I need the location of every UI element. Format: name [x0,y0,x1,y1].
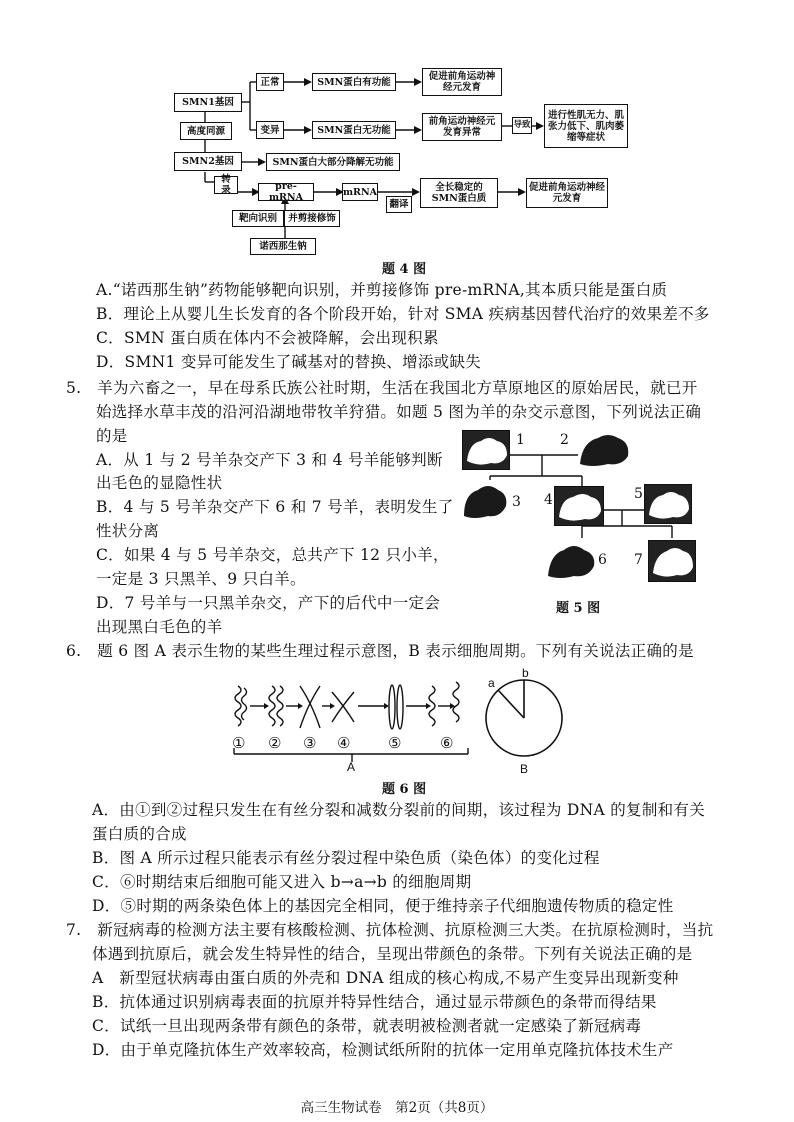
q5-option-d1: D．7 号羊与一只黑羊杂交，产下的后代中一定会 [96,594,441,612]
fig6-stage-3: ③ [303,734,317,752]
page-footer: 高三生物试卷 第2页（共8页） [300,1100,494,1116]
q7-stem-line2: 体遇到抗原后，就会发生特异性的结合，呈现出带颜色的条带。下列有关说法正确的是 [92,945,693,963]
sheep-label-2: 2 [560,432,569,448]
fig6-stage-6: ⑥ [440,734,454,752]
q7-option-c: C．试纸一旦出现两条带有颜色的条带，就表明被检测者就一定感染了新冠病毒 [92,1017,642,1035]
sheep-3-black-image [462,480,508,522]
sheep-5-white-image [644,484,692,524]
q5-option-b1: B．4 与 5 号羊杂交产下 6 和 7 号羊，表明发生了 [96,498,454,516]
sheep-label-4: 4 [544,492,553,508]
sheep-label-6: 6 [598,552,607,568]
fig4-box-nuoxina: 诺西那生钠 [250,238,316,255]
fig6-label-b-point: b [522,666,529,680]
fig4-box-zhengchang: 正常 [256,73,284,91]
fig6-label-a-diagram: A [347,760,356,774]
q5-option-a2: 出毛色的显隐性状 [96,474,223,492]
fig4-box-zhuanlu: 转录 [214,176,238,194]
fig6-label-a-point: a [488,676,495,690]
q5-option-c2: 一定是 3 只黑羊、9 只白羊。 [96,570,306,588]
fig6-stage-4: ④ [337,734,351,752]
q6-option-a1: A．由①到②过程只发生在有丝分裂和减数分裂前的间期，该过程为 DNA 的复制和有关 [92,801,706,819]
q6-option-c: C．⑥时期结束后细胞可能又进入 b→a→b 的细胞周期 [92,873,472,891]
sheep-6-black-image [546,540,596,582]
fig6-stage-2: ② [268,734,282,752]
sheep-label-1: 1 [516,432,525,448]
sheep-label-5: 5 [634,486,643,502]
white-sheep-icon [463,431,510,470]
q4-option-d: D．SMN1 变异可能发生了碱基对的替换、增添或缺失 [96,353,482,371]
fig4-box-fayu-yichang: 前角运动神经元发育异常 [422,113,502,141]
fig4-box-baxiang: 靶向识别 [232,210,284,227]
q5-option-d2: 出现黑白毛色的羊 [96,618,223,636]
fig4-box-wugongneng: SMN蛋白无功能 [312,121,396,139]
fig4-box-dabufen: SMN蛋白大部分降解无功能 [266,153,400,171]
q6-stem: 6. 题 6 图 A 表示生物的某些生理过程示意图，B 表示细胞周期。下列有关说法正确的是 [66,642,694,660]
sheep-7-white-image [648,540,696,582]
q4-option-c: C．SMN 蛋白质在体内不会被降解，会出现积累 [96,329,439,347]
q5-stem-line2: 始选择水草丰茂的沿河沿湖地带牧羊狩猎。如题 5 图为羊的杂交示意图，下列说法正确 [96,403,702,421]
q7-option-a: A 新型冠状病毒由蛋白质的外壳和 DNA 组成的核心构成,不易产生变异出现新变种 [92,969,679,987]
q4-option-a: A.“诺西那生钠”药物能够靶向识别，并剪接修饰 pre-mRNA,其本质只能是蛋白质 [96,281,668,299]
fig4-box-gaodu: 高度同源 [180,122,232,140]
black-sheep-icon [462,480,508,522]
q5-option-b2: 性状分离 [96,522,160,540]
q6-option-b: B．图 A 所示过程只能表示有丝分裂过程中染色质（染色体）的变化过程 [92,849,600,867]
fig4-box-fanyi: 翻译 [386,196,412,213]
fig5-caption: 题 5 图 [556,601,601,616]
fig4-box-mrna: mRNA [342,183,378,201]
q6-option-d: D．⑤时期的两条染色体上的基因完全相同，便于维持亲子代细胞遗传物质的稳定性 [92,897,674,915]
sheep-2-black-image [578,430,630,470]
fig4-box-zhengzhuang: 进行性肌无力、肌张力低下、肌肉萎缩等症状 [544,104,628,148]
fig4-box-youguneng: SMN蛋白有功能 [312,73,396,91]
white-sheep-icon [649,541,696,582]
fig6-caption: 题 6 图 [382,782,427,797]
q7-option-d: D．由于单克隆抗体生产效率较高，检测试纸所附的抗体一定用单克隆抗体技术生产 [92,1041,674,1059]
fig4-box-smn1: SMN1基因 [174,93,242,112]
q5-option-a1: A．从 1 与 2 号羊杂交产下 3 和 4 号羊能够判断 [96,451,443,469]
white-sheep-icon [645,485,692,524]
sheep-4-white-image [554,486,604,526]
fig4-box-smn2: SMN2基因 [174,152,242,171]
fig4-box-premrna: pre-mRNA [258,183,314,201]
q6-option-a2: 蛋白质的合成 [92,825,187,843]
q5-stem-line3: 的是 [96,427,128,445]
sheep-label-7: 7 [634,552,643,568]
fig4-box-quanchang: 全长稳定的SMN蛋白质 [420,178,498,208]
fig4-box-cujin2: 促进前角运动神经元发育 [526,178,608,208]
q5-stem-line1: 5. 羊为六畜之一，早在母系氏族公社时期，生活在我国北方草原地区的原始居民，就已开 [66,379,698,397]
q5-option-c1: C．如果 4 与 5 号羊杂交，总共产下 12 只小羊， [96,546,449,564]
q7-option-b: B．抗体通过识别病毒表面的抗原并特异性结合，通过显示带颜色的条带而得结果 [92,993,657,1011]
fig6-stage-5: ⑤ [388,734,402,752]
fig4-box-daozhi: 导致 [512,117,532,134]
q4-option-b: B．理论上从婴儿生长发育的各个阶段开始，针对 SMA 疾病基因替代治疗的效果差不多 [96,305,710,323]
sheep-1-white-image [462,430,510,470]
fig4-caption: 题 4 图 [382,262,427,277]
black-sheep-icon [578,430,630,470]
fig4-box-cujin1: 促进前角运动神经元发育 [422,68,502,96]
fig4-box-bianyi: 变异 [256,121,284,139]
fig4-box-jianjie: 并剪接修饰 [284,210,340,227]
fig6-stage-1: ① [232,734,246,752]
sheep-label-3: 3 [512,494,521,510]
fig6-label-b-diagram: B [520,762,529,776]
white-sheep-icon [555,487,604,526]
q7-stem-line1: 7. 新冠病毒的检测方法主要有核酸检测、抗体检测、抗原检测三大类。在抗原检测时，当抗 [66,921,714,939]
black-sheep-icon [546,540,596,582]
fig6-diagram-b [480,668,580,768]
